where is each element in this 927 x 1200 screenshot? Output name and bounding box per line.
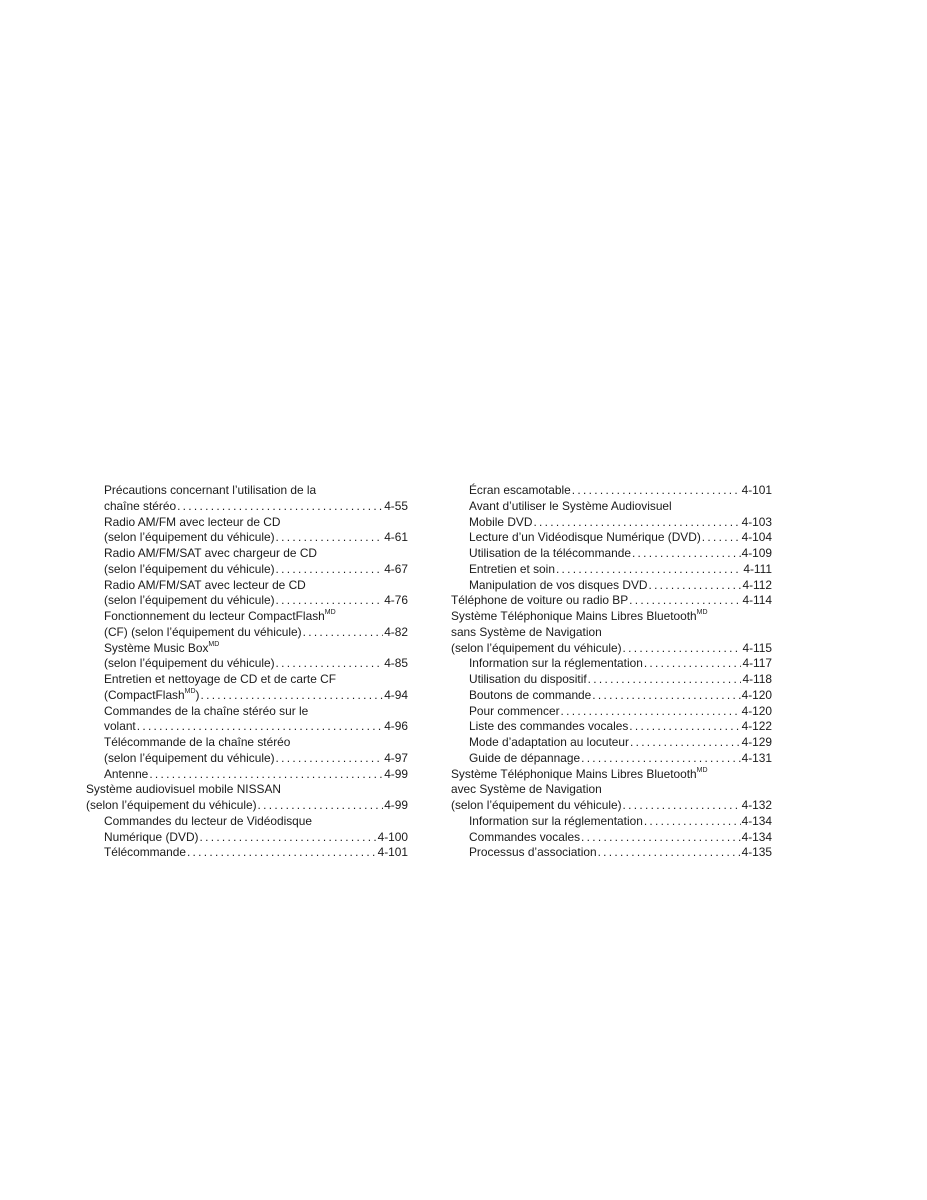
toc-entry[interactable] — [451, 578, 772, 594]
toc-entry-leader-line — [104, 751, 408, 767]
toc-entry[interactable] — [86, 483, 408, 515]
toc-entry[interactable] — [86, 672, 408, 704]
dot-leader — [644, 814, 741, 830]
toc-entry-title-line — [104, 704, 408, 720]
toc-entry-title-line — [451, 767, 772, 783]
toc-entry[interactable] — [86, 767, 408, 783]
dot-leader — [258, 798, 384, 814]
toc-entry-text: Radio AM/FM/SAT avec lecteur de CD — [104, 577, 306, 592]
toc-entry-title-line — [451, 609, 772, 625]
toc-entry-leader-line — [469, 546, 772, 562]
toc-entry[interactable] — [451, 814, 772, 830]
toc-entry[interactable] — [451, 672, 772, 688]
dot-leader — [187, 845, 377, 861]
dot-leader — [581, 830, 741, 846]
dot-leader — [572, 483, 741, 499]
toc-entry-leader-line — [104, 562, 408, 578]
dot-leader — [561, 704, 741, 720]
toc-entry-leader-line — [469, 578, 772, 594]
toc-entry-leader-line — [469, 515, 772, 531]
toc-entry-text: (selon l’équipement du véhicule) — [86, 798, 257, 812]
toc-entry-text: avec Système de Navigation — [451, 782, 602, 797]
toc-entry-text: Information sur la réglementation — [469, 656, 643, 671]
toc-entry-text: Radio AM/FM avec lecteur de CD — [104, 514, 281, 529]
toc-page-number[interactable]: 4-104 — [741, 530, 772, 545]
dot-leader — [177, 499, 383, 515]
toc-entry[interactable] — [451, 546, 772, 562]
toc-entry-text: Numérique (DVD) — [104, 829, 199, 844]
toc-entry[interactable] — [451, 656, 772, 672]
toc-page-number[interactable]: 4-97 — [384, 750, 408, 765]
toc-entry-title-line — [104, 814, 408, 830]
toc-entry[interactable] — [86, 845, 408, 861]
toc-page-number[interactable]: 4-122 — [741, 719, 772, 734]
toc-page-number[interactable]: 4-117 — [742, 656, 772, 671]
toc-page-number[interactable]: 4-111 — [743, 561, 772, 576]
toc-page-number[interactable]: 4-134 — [741, 813, 772, 828]
toc-entry-text: Téléphone de voiture ou radio BP — [451, 593, 629, 608]
toc-entry-title-line — [469, 499, 772, 515]
toc-entry-title-line — [104, 546, 408, 562]
toc-entry-text: (CompactFlash — [104, 687, 185, 702]
toc-entry-text: Entretien et nettoyage de CD et de carte CF — [104, 672, 336, 686]
toc-entry-text: Avant d’utiliser le Système Audiovisuel — [469, 498, 672, 513]
toc-entry-leader-line — [104, 530, 408, 546]
toc-entry-text: volant — [104, 719, 136, 734]
toc-entry-text: (selon l’équipement du véhicule) — [104, 656, 275, 671]
toc-entry-leader-line — [469, 483, 772, 499]
toc-page-number[interactable]: 4-103 — [741, 514, 772, 529]
toc-page-number[interactable]: 4-61 — [384, 530, 408, 545]
toc-entry-text: chaîne stéréo — [104, 498, 177, 513]
toc-entry-leader-line — [469, 751, 772, 767]
toc-entry[interactable] — [451, 483, 772, 499]
toc-entry-text: Utilisation de la télécommande — [469, 546, 631, 560]
dot-leader — [702, 530, 741, 546]
trademark-superscript: MD — [324, 609, 336, 617]
toc-entry[interactable] — [451, 719, 772, 735]
toc-entry-leader-line — [469, 672, 772, 688]
toc-page-number[interactable]: 4-67 — [384, 561, 408, 576]
toc-page-number[interactable]: 4-99 — [384, 766, 408, 781]
toc-entry-text: Mode d’adaptation au locuteur — [469, 735, 629, 749]
toc-entry-text: Liste des commandes vocales — [469, 719, 629, 734]
toc-entry[interactable] — [451, 593, 772, 609]
toc-entry-text: Fonctionnement du lecteur CompactFlash — [104, 609, 325, 623]
toc-page-number[interactable]: 4-115 — [742, 640, 772, 655]
toc-entry-leader-line — [451, 593, 772, 609]
toc-entry[interactable] — [86, 546, 408, 578]
dot-leader — [200, 688, 383, 704]
dot-leader — [623, 798, 741, 814]
toc-entry-text: Utilisation du dispositif — [469, 672, 587, 686]
toc-page-number[interactable]: 4-109 — [741, 546, 772, 560]
toc-entry-text: (selon l’équipement du véhicule) — [104, 750, 275, 765]
dot-leader — [629, 719, 740, 735]
toc-entry[interactable] — [451, 751, 772, 767]
toc-entry-text: Information sur la réglementation — [469, 813, 643, 828]
toc-entry-leader-line — [451, 798, 772, 814]
toc-entry-text: Processus d’association — [469, 845, 597, 860]
dot-leader — [303, 625, 384, 641]
toc-entry-text: ) — [195, 687, 200, 702]
toc-entry-leader-line — [104, 499, 408, 515]
dot-leader — [598, 845, 741, 861]
toc-entry-leader-line — [104, 719, 408, 735]
toc-entry-text: (selon l’équipement du véhicule) — [451, 640, 622, 655]
toc-entry-leader-line — [469, 719, 772, 735]
toc-entry-text: Entretien et soin — [469, 561, 555, 576]
dot-leader — [630, 735, 741, 751]
toc-entry-text: (selon l’équipement du véhicule) — [104, 593, 275, 608]
dot-leader — [149, 767, 383, 783]
toc-entry-title-line — [86, 782, 408, 798]
toc-page-number[interactable]: 4-99 — [384, 798, 408, 812]
toc-entry-text: Précautions concernant l’utilisation de la — [104, 483, 317, 497]
toc-entry-leader-line — [469, 814, 772, 830]
toc-entry-leader-line — [104, 625, 408, 641]
toc-page-number[interactable]: 4-120 — [741, 703, 772, 718]
toc-entry-text: Radio AM/FM/SAT avec chargeur de CD — [104, 546, 318, 560]
trademark-superscript: MD — [184, 687, 196, 695]
dot-leader — [588, 672, 742, 688]
toc-entry-leader-line — [469, 845, 772, 861]
toc-entry[interactable] — [86, 578, 408, 610]
dot-leader — [592, 688, 740, 704]
toc-entry[interactable] — [86, 814, 408, 846]
dot-leader — [629, 593, 741, 609]
toc-page-number[interactable]: 4-135 — [741, 845, 772, 860]
toc-page-number[interactable]: 4-76 — [384, 593, 408, 608]
toc-entry-title-line — [451, 625, 772, 641]
toc-entry-leader-line — [451, 641, 772, 657]
toc-entry-text: Commandes du lecteur de Vidéodisque — [104, 813, 312, 828]
toc-entry-title-line — [104, 609, 408, 625]
toc-entry[interactable] — [86, 782, 408, 814]
toc-entry[interactable] — [451, 530, 772, 546]
toc-entry[interactable] — [451, 688, 772, 704]
trademark-superscript: MD — [696, 609, 708, 617]
toc-entry-text: Système Téléphonique Mains Libres Bluetooth — [451, 609, 697, 623]
toc-page-number[interactable]: 4-100 — [377, 829, 408, 844]
toc-entry-text: Télécommande — [104, 845, 186, 860]
toc-entry[interactable] — [451, 767, 772, 814]
toc-entry-leader-line — [469, 735, 772, 751]
toc-entry-leader-line — [104, 656, 408, 672]
toc-page-number[interactable]: 4-85 — [384, 656, 408, 671]
toc-page-number[interactable]: 4-112 — [742, 577, 772, 592]
toc-entry-text: Télécommande de la chaîne stéréo — [104, 735, 291, 749]
toc-column-right — [451, 483, 772, 861]
toc-entry-text: (selon l’équipement du véhicule) — [451, 798, 622, 812]
toc-entry-text: Commandes vocales — [469, 829, 581, 844]
dot-leader — [623, 641, 742, 657]
dot-leader — [276, 751, 384, 767]
toc-entry-text: Boutons de commande — [469, 687, 592, 702]
toc-entry-title-line — [104, 483, 408, 499]
toc-page-number[interactable]: 4-101 — [741, 483, 772, 497]
dot-leader — [632, 546, 741, 562]
toc-page-number[interactable]: 4-134 — [741, 829, 772, 844]
toc-page-number[interactable]: 4-120 — [741, 687, 772, 702]
toc-entry-leader-line — [469, 704, 772, 720]
toc-entry-leader-line — [104, 767, 408, 783]
toc-entry[interactable] — [86, 704, 408, 736]
toc-entry-text: Antenne — [104, 766, 149, 781]
toc-entry-leader-line — [469, 562, 772, 578]
toc-entry[interactable] — [451, 609, 772, 656]
toc-entry-title-line — [104, 641, 408, 657]
toc-entry[interactable] — [451, 499, 772, 531]
toc-entry-leader-line — [104, 830, 408, 846]
dot-leader — [581, 751, 740, 767]
toc-page-number[interactable]: 4-131 — [741, 750, 772, 765]
toc-entry-leader-line — [86, 798, 408, 814]
toc-entry-leader-line — [104, 593, 408, 609]
toc-page-number[interactable]: 4-118 — [742, 672, 772, 686]
toc-entry[interactable] — [451, 845, 772, 861]
toc-entry-text: Système audiovisuel mobile NISSAN — [86, 782, 281, 797]
dot-leader — [276, 530, 384, 546]
dot-leader — [276, 562, 384, 578]
trademark-superscript: MD — [696, 766, 708, 774]
toc-page-number[interactable]: 4-96 — [384, 719, 408, 734]
toc-entry-text: Lecture d’un Vidéodisque Numérique (DVD) — [469, 530, 701, 545]
toc-page-number[interactable]: 4-94 — [384, 687, 408, 702]
toc-entry-title-line — [104, 578, 408, 594]
toc-entry-text: Guide de dépannage — [469, 750, 581, 765]
dot-leader — [533, 515, 740, 531]
toc-entry-title-line — [104, 735, 408, 751]
toc-page-number[interactable]: 4-114 — [742, 593, 772, 608]
toc-page-number[interactable]: 4-55 — [384, 498, 408, 513]
toc-entry-text: Écran escamotable — [469, 483, 571, 497]
toc-entry-title-line — [104, 672, 408, 688]
toc-entry[interactable] — [451, 735, 772, 751]
toc-entry[interactable] — [451, 562, 772, 578]
toc-entry-title-line — [451, 782, 772, 798]
toc-entry[interactable] — [86, 735, 408, 767]
toc-entry-text: Manipulation de vos disques DVD — [469, 577, 648, 592]
toc-page-number[interactable]: 4-101 — [377, 845, 408, 860]
toc-entry[interactable] — [451, 830, 772, 846]
toc-entry-text: sans Système de Navigation — [451, 624, 602, 639]
toc-entry-text: Système Music Box — [104, 640, 209, 655]
toc-entry[interactable] — [451, 704, 772, 720]
dot-leader — [556, 562, 742, 578]
toc-entry-leader-line — [104, 688, 408, 704]
dot-leader — [137, 719, 383, 735]
toc-page-number[interactable]: 4-129 — [741, 735, 772, 749]
toc-entry-leader-line — [469, 688, 772, 704]
toc-entry-leader-line — [469, 656, 772, 672]
toc-entry[interactable] — [86, 515, 408, 547]
toc-entry-text: (CF) (selon l’équipement du véhicule) — [104, 624, 302, 639]
toc-entry[interactable] — [86, 641, 408, 673]
toc-entry-text: Système Téléphonique Mains Libres Bluetooth — [451, 766, 697, 781]
dot-leader — [644, 656, 742, 672]
toc-page-number[interactable]: 4-82 — [384, 624, 408, 639]
toc-entry[interactable] — [86, 609, 408, 641]
toc-entry-text: Mobile DVD — [469, 514, 533, 529]
dot-leader — [648, 578, 741, 594]
toc-entry-text: Pour commencer — [469, 703, 560, 718]
toc-entry-title-line — [104, 515, 408, 531]
trademark-superscript: MD — [208, 640, 220, 648]
toc-page-number[interactable]: 4-132 — [741, 798, 772, 812]
toc-entry-leader-line — [104, 845, 408, 861]
toc-entry-leader-line — [469, 530, 772, 546]
toc-entry-text: (selon l’équipement du véhicule) — [104, 530, 275, 545]
dot-leader — [276, 656, 384, 672]
toc-entry-leader-line — [469, 830, 772, 846]
toc-entry-text: Commandes de la chaîne stéréo sur le — [104, 703, 309, 718]
toc-entry-text: (selon l’équipement du véhicule) — [104, 561, 275, 576]
toc-column-left — [86, 483, 408, 861]
dot-leader — [200, 830, 377, 846]
dot-leader — [276, 593, 384, 609]
